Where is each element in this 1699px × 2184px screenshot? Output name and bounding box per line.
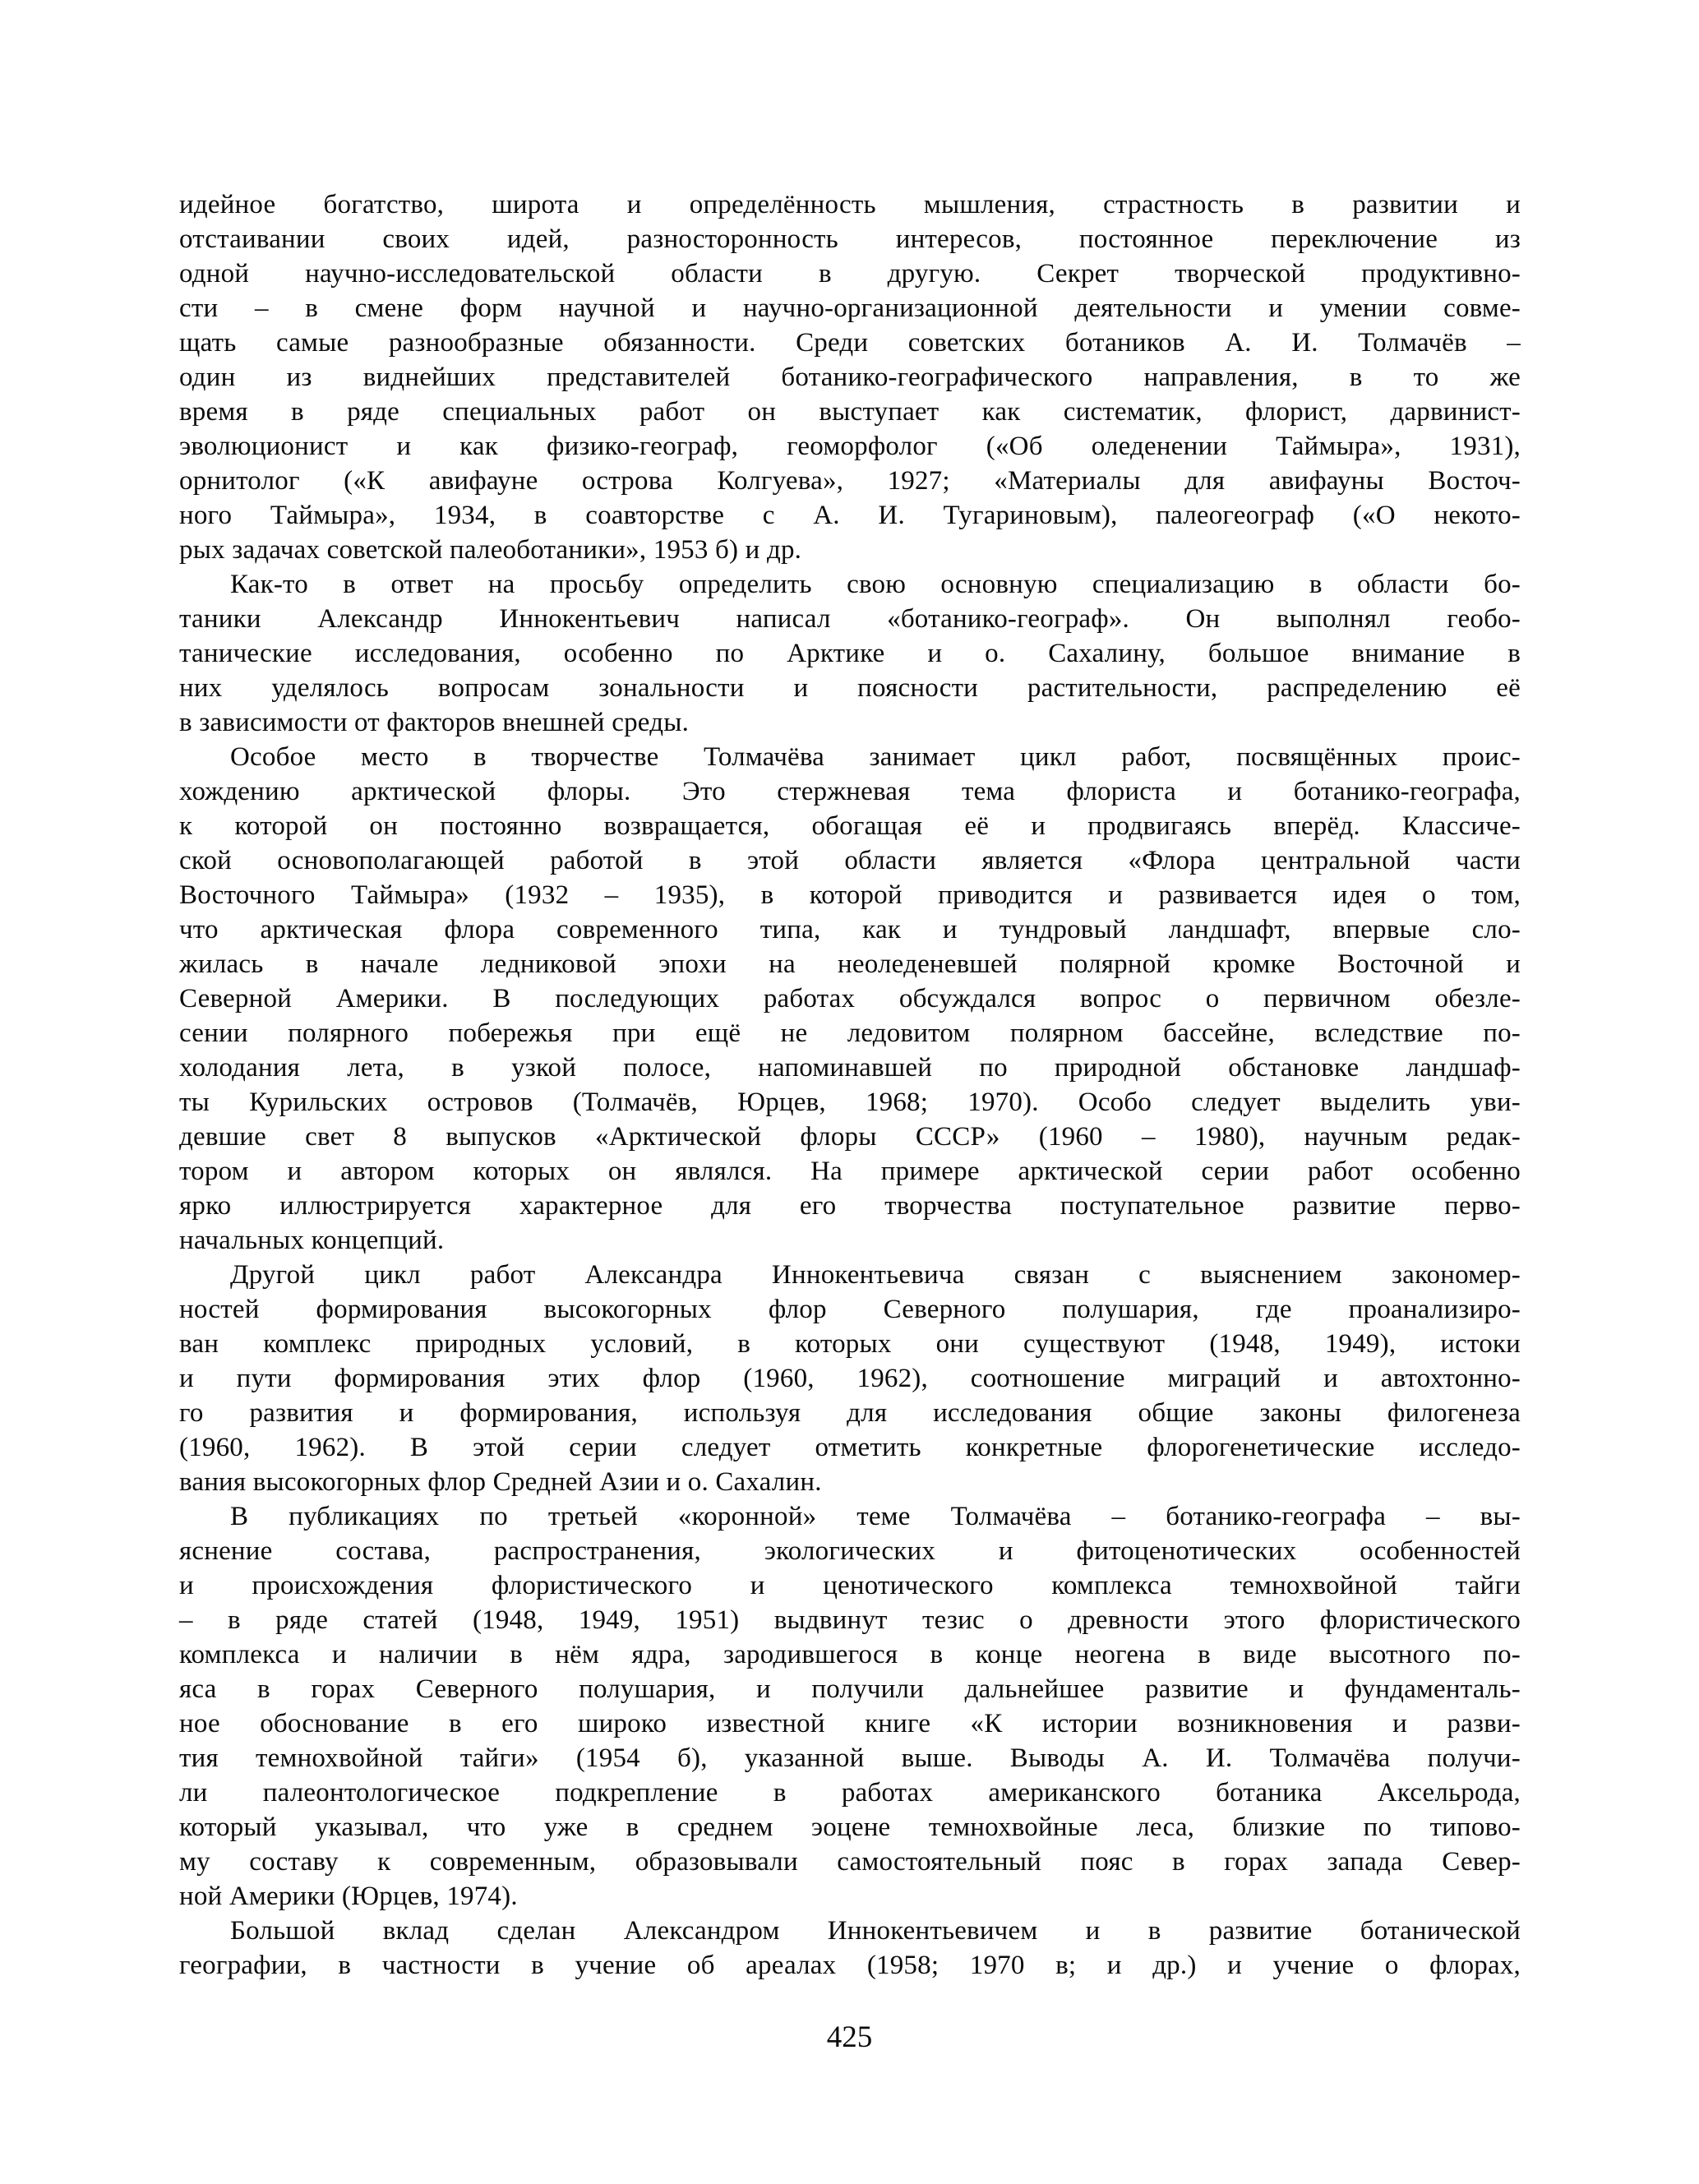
text-line: Как-то в ответ на просьбу определить свою основную специализацию в области бо- — [230, 570, 1521, 599]
text-line: Восточного Таймыра» (1932 – 1935), в которой приводится и развивается идея о том, — [179, 880, 1521, 910]
text-line: ного Таймыра», 1934, в соавторстве с А. И. Тугариновым), палеогеограф («О некото- — [179, 501, 1521, 530]
text-line: ты Курильских островов (Толмачёв, Юрцев, 1968; 1970). Особо следует выделить уви- — [179, 1087, 1521, 1117]
paragraph — [179, 567, 1521, 740]
paragraph — [179, 1258, 1521, 1499]
text-line: одной научно-исследовательской области в другую. Секрет творческой продуктивно- — [179, 259, 1521, 289]
text-line: них уделялось вопросам зональности и поясности растительности, распределению её — [179, 673, 1521, 703]
text-line: географии, в частности в учение об ареалах (1958; 1970 в; и др.) и учение о флорах, — [179, 1951, 1521, 1980]
text-line: жилась в начале ледниковой эпохи на неоледеневшей полярной кромке Восточной и — [179, 949, 1521, 979]
page-number: 425 — [826, 2020, 873, 2054]
text-line: комплекса и наличии в нём ядра, зародившегося в конце неогена в виде высотного по- — [179, 1640, 1521, 1669]
text-line: что арктическая флора современного типа, как и тундровый ландшафт, впервые сло- — [179, 915, 1521, 944]
text-line: ской основополагающей работой в этой области является «Флора центральной части — [179, 846, 1521, 875]
text-line: му составу к современным, образовывали самостоятельный пояс в горах запада Север- — [179, 1847, 1521, 1877]
text-line: сти – в смене форм научной и научно-организационной деятельности и умении совме- — [179, 293, 1521, 323]
text-line: орнитолог («К авифауне острова Колгуева», 1927; «Материалы для авифауны Восточ- — [179, 466, 1521, 496]
paragraph — [179, 187, 1521, 567]
text-line: один из виднейших представителей ботанико-географического направления, в то же — [179, 362, 1521, 392]
text-line: ной Америки (Юрцев, 1974). — [179, 1882, 518, 1911]
text-line: девшие свет 8 выпусков «Арктической флоры СССР» (1960 – 1980), научным редак- — [179, 1122, 1521, 1152]
text-line: ярко иллюстрируется характерное для его творчества поступательное развитие перво- — [179, 1191, 1521, 1221]
page-text — [179, 187, 1521, 1983]
text-line: ван комплекс природных условий, в которых они существуют (1948, 1949), истоки — [179, 1329, 1521, 1359]
text-line: эволюционист и как физико-географ, геоморфолог («Об оледенении Таймыра», 1931), — [179, 432, 1521, 461]
text-line: яснение состава, распространения, экологических и фитоценотических особенностей — [179, 1536, 1521, 1566]
text-line: и происхождения флористического и ценотического комплекса темнохвойной тайги — [179, 1571, 1521, 1600]
paragraph — [179, 1499, 1521, 1914]
text-line: ное обоснование в его широко известной книге «К истории возникновения и разви- — [179, 1709, 1521, 1738]
text-line: начальных концепций. — [179, 1226, 445, 1255]
text-line: тия темнохвойной тайги» (1954 б), указанной выше. Выводы А. И. Толмачёва получи- — [179, 1743, 1521, 1773]
text-line: и пути формирования этих флор (1960, 1962), соотношение миграций и автохтонно- — [179, 1364, 1521, 1393]
text-line: который указывал, что уже в среднем эоцене темнохвойные леса, близкие по типово- — [179, 1812, 1521, 1842]
text-line: щать самые разнообразные обязанности. Среди советских ботаников А. И. Толмачёв – — [179, 328, 1521, 358]
text-line: холодания лета, в узкой полосе, напоминавшей по природной обстановке ландшаф- — [179, 1053, 1521, 1083]
text-line: – в ряде статей (1948, 1949, 1951) выдвинут тезис о древности этого флористического — [179, 1605, 1521, 1635]
text-line: ностей формирования высокогорных флор Северного полушария, где проанализиро- — [179, 1295, 1521, 1324]
text-line: Другой цикл работ Александра Иннокентьевича связан с выяснением закономер- — [230, 1260, 1521, 1290]
text-line: в зависимости от факторов внешней среды. — [179, 708, 690, 737]
text-line: вания высокогорных флор Средней Азии и о. Сахалин. — [179, 1467, 822, 1497]
paragraph — [179, 740, 1521, 1258]
text-line: время в ряде специальных работ он выступает как систематик, флорист, дарвинист- — [179, 397, 1521, 427]
text-line: Большой вклад сделан Александром Иннокентьевичем и в развитие ботанической — [230, 1916, 1521, 1946]
paragraph — [179, 1914, 1521, 1983]
text-line: Особое место в творчестве Толмачёва занимает цикл работ, посвящённых проис- — [230, 742, 1521, 772]
text-line: отстаивании своих идей, разносторонность интересов, постоянное переключение из — [179, 224, 1521, 254]
text-line: го развития и формирования, используя для исследования общие законы филогенеза — [179, 1398, 1521, 1428]
text-line: хождению арктической флоры. Это стержневая тема флориста и ботанико-географа, — [179, 777, 1521, 806]
text-line: идейное богатство, широта и определённость мышления, страстность в развитии и — [179, 190, 1521, 219]
text-line: рых задачах советской палеоботаники», 1953 б) и др. — [179, 535, 802, 565]
text-line: яса в горах Северного полушария, и получили дальнейшее развитие и фундаменталь- — [179, 1674, 1521, 1704]
text-line: ли палеонтологическое подкрепление в работах американского ботаника Аксельрода, — [179, 1778, 1521, 1808]
text-line: таники Александр Иннокентьевич написал «ботанико-географ». Он выполнял геобо- — [179, 604, 1521, 634]
text-line: танические исследования, особенно по Арктике и о. Сахалину, большое внимание в — [179, 639, 1521, 668]
text-line: сении полярного побережья при ещё не ледовитом полярном бассейне, вследствие по- — [179, 1018, 1521, 1048]
text-line: В публикациях по третьей «коронной» теме Толмачёва – ботанико-географа – вы- — [230, 1502, 1521, 1531]
text-line: (1960, 1962). В этой серии следует отметить конкретные флорогенетические исследо- — [179, 1433, 1521, 1462]
text-line: тором и автором которых он являлся. На примере арктической серии работ особенно — [179, 1157, 1521, 1186]
text-line: к которой он постоянно возвращается, обогащая её и продвигаясь вперёд. Классиче- — [179, 811, 1521, 841]
text-line: Северной Америки. В последующих работах обсуждался вопрос о первичном обезле- — [179, 984, 1521, 1014]
